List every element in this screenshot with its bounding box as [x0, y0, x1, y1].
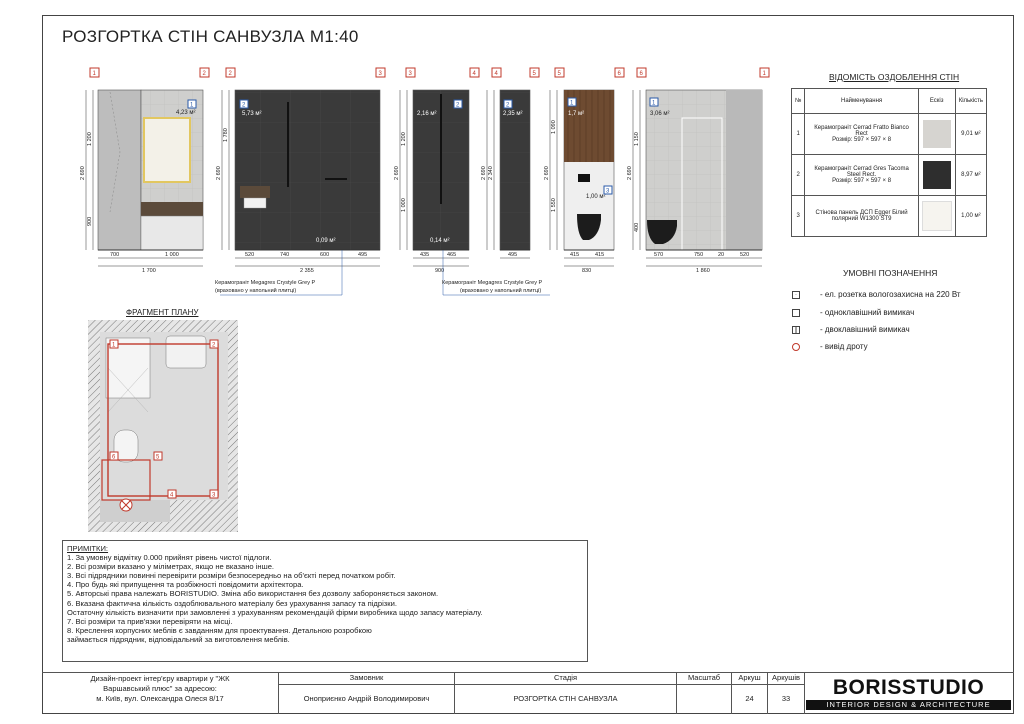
svg-text:2 690: 2 690: [627, 166, 633, 180]
scale-cell: Масштаб: [676, 672, 731, 714]
plan-fragment: [88, 320, 238, 532]
marker-1: 1: [92, 71, 96, 77]
svg-text:6: 6: [617, 71, 621, 77]
svg-text:1: 1: [570, 100, 574, 107]
svg-text:1 860: 1 860: [696, 268, 710, 274]
svg-text:4,23 м²: 4,23 м²: [176, 110, 196, 116]
table-row: 2 Керамограніт Cerrad Gres Tacoma Steel Rect. Розмір: 597 × 597 × 8 8,97 м²: [792, 155, 987, 196]
svg-text:1 000: 1 000: [401, 198, 407, 212]
note-line: 4. Про будь які припущення та розбіжності повідомити архітектора.: [67, 580, 304, 590]
svg-text:1 090: 1 090: [551, 120, 557, 134]
material-notes: [215, 250, 550, 295]
th-qty: Кількість: [955, 89, 986, 114]
svg-text:5: 5: [532, 71, 536, 77]
socket-icon: ·: [792, 291, 800, 299]
wire-outlet-icon: [792, 343, 800, 351]
note-line: 8. Креслення корпусних меблів є завданням для проектування. Детальною розробкою: [67, 625, 372, 635]
elevations-drawing: [80, 62, 780, 302]
page-title: РОЗГОРТКА СТІН САНВУЗЛА М1:40: [62, 27, 359, 46]
svg-text:520: 520: [740, 252, 750, 258]
svg-text:465: 465: [447, 252, 457, 258]
stage-cell: Стадія РОЗГОРТКА СТІН САНВУЗЛА: [454, 672, 676, 714]
svg-text:2: 2: [202, 71, 206, 77]
svg-text:2,35 м²: 2,35 м²: [503, 111, 523, 117]
svg-text:600: 600: [320, 252, 330, 258]
svg-text:(враховано у напольний плитці): (враховано у напольний плитці): [215, 288, 297, 294]
swatch-egger-white: [922, 201, 952, 231]
svg-text:570: 570: [654, 252, 664, 258]
svg-text:700: 700: [110, 252, 120, 258]
note-line: 2. Всі розміри вказано у міліметрах, якщо не вказано інше.: [67, 562, 275, 572]
svg-text:2: 2: [456, 102, 460, 109]
svg-text:2 690: 2 690: [80, 166, 86, 180]
svg-text:1: 1: [112, 342, 116, 349]
svg-text:2,16 м²: 2,16 м²: [417, 111, 437, 117]
note-line: 6. Вказана фактична кількість оздоблювального матеріалу без урахування запасу та підрізки.: [67, 598, 397, 608]
notes-box: [62, 540, 588, 662]
plan-title: ФРАГМЕНТ ПЛАНУ: [126, 308, 199, 317]
svg-text:0,09 м²: 0,09 м²: [316, 238, 336, 244]
svg-text:20: 20: [718, 252, 725, 258]
svg-text:5: 5: [557, 71, 561, 77]
svg-text:4: 4: [170, 492, 174, 499]
bottom-dimensions: [98, 252, 762, 274]
note-line: 3. Всі підрядники повинні перевірити розміри безпосередньо на об'єкті перед початком робіт.: [67, 571, 396, 581]
svg-text:3,06 м²: 3,06 м²: [650, 111, 670, 117]
svg-text:3: 3: [606, 188, 610, 195]
svg-text:2 690: 2 690: [544, 166, 550, 180]
svg-text:415: 415: [595, 252, 605, 258]
svg-text:2 690: 2 690: [216, 166, 222, 180]
svg-text:1: 1: [190, 102, 194, 109]
svg-text:1 780: 1 780: [223, 128, 229, 142]
svg-text:900: 900: [435, 268, 445, 274]
svg-text:1,7 м²: 1,7 м²: [568, 111, 585, 117]
legend-item: - одноклавішний вимикач: [792, 308, 914, 317]
svg-text:2: 2: [242, 102, 246, 109]
svg-text:2: 2: [212, 342, 216, 349]
svg-text:1,00 м²: 1,00 м²: [586, 194, 606, 200]
svg-text:6: 6: [112, 454, 116, 461]
svg-text:3: 3: [408, 71, 412, 77]
legend-item: · - ел. розетка вологозахисна на 220 Вт: [792, 290, 961, 299]
table-row: 3 Стінова панель ДСП Egger Білий полярний W1300 ST9 1,00 м²: [792, 196, 987, 237]
finish-table-title: ВІДОМІСТЬ ОЗДОБЛЕННЯ СТІН: [829, 72, 960, 82]
svg-text:3: 3: [378, 71, 382, 77]
svg-text:2 355: 2 355: [300, 268, 314, 274]
svg-text:3: 3: [212, 492, 216, 499]
svg-text:2 690: 2 690: [394, 166, 400, 180]
svg-text:2: 2: [228, 71, 232, 77]
swatch-tacoma-steel: [923, 161, 951, 189]
legend-item: - вивід дроту: [792, 342, 868, 351]
sheets-cell: Аркушів 33: [767, 672, 805, 714]
note-line: займається підрядник, відповідальний за виготовлення меблів.: [67, 634, 290, 644]
svg-text:6: 6: [639, 71, 643, 77]
single-switch-icon: [792, 309, 800, 317]
th-name: Найменування: [805, 89, 918, 114]
svg-text:1 200: 1 200: [87, 132, 93, 146]
svg-text:1 000: 1 000: [165, 252, 179, 258]
swatch-fratto-bianco: [923, 120, 951, 148]
svg-text:830: 830: [582, 268, 592, 274]
svg-text:2 690: 2 690: [481, 166, 487, 180]
svg-text:0,14 м²: 0,14 м²: [430, 238, 450, 244]
svg-text:4: 4: [494, 71, 498, 77]
svg-text:1 700: 1 700: [142, 268, 156, 274]
legend-title: УМОВНІ ПОЗНАЧЕННЯ: [843, 268, 938, 278]
svg-text:Керамограніт Megagres Crystyle: Керамограніт Megagres Crystyle Grey P: [215, 280, 316, 286]
svg-text:415: 415: [570, 252, 580, 258]
note-line: 5. Авторські права належать BORISTUDIO. Зміна або використання без дозволу забороняється законом.: [67, 589, 439, 599]
legend-item: - двоклавішний вимикач: [792, 325, 910, 334]
table-row: 1 Керамограніт Cerrad Fratto Bianco Rect Розмір: 597 × 597 × 8 9,01 м²: [792, 114, 987, 155]
note-line: Остаточну кількість визначити при замовленні з урахуванням рекомендацій фірми виробника щодо запасу матеріалу.: [67, 607, 483, 617]
svg-text:495: 495: [358, 252, 368, 258]
sheet-cell: Аркуш 24: [731, 672, 767, 714]
client-cell: Замовник Оноприєнко Андрій Володимирович: [278, 672, 454, 714]
svg-text:1: 1: [652, 100, 656, 107]
svg-text:750: 750: [694, 252, 704, 258]
svg-text:1 150: 1 150: [634, 132, 640, 146]
svg-text:4: 4: [472, 71, 476, 77]
svg-text:5,73 м²: 5,73 м²: [242, 111, 262, 117]
svg-text:2 340: 2 340: [488, 166, 494, 180]
svg-text:400: 400: [634, 222, 640, 232]
svg-text:Керамограніт Megagres Crystyle: Керамограніт Megagres Crystyle Grey P: [442, 280, 543, 286]
svg-text:495: 495: [508, 252, 518, 258]
double-switch-icon: [792, 326, 800, 334]
svg-text:900: 900: [87, 216, 93, 226]
svg-text:(враховано у напольний плитці): (враховано у напольний плитці): [460, 288, 542, 294]
svg-text:5: 5: [156, 454, 160, 461]
note-line: 1. За умовну відмітку 0.000 прийнят рівень чистої підлоги.: [67, 553, 272, 563]
th-no: №: [792, 89, 805, 114]
notes-heading: ПРИМІТКИ:: [67, 544, 109, 553]
svg-text:2: 2: [506, 102, 510, 109]
svg-text:1 550: 1 550: [551, 198, 557, 212]
elevation-markers: [90, 68, 769, 77]
th-sketch: Ескіз: [918, 89, 955, 114]
note-line: 7. Всі розміри та прив'язки перевіряти на місці.: [67, 616, 233, 626]
borisstudio-logo: BORISSTUDIO INTERIOR DESIGN & ARCHITECTURE: [806, 677, 1011, 711]
svg-text:520: 520: [245, 252, 255, 258]
finish-table: [791, 88, 987, 237]
svg-text:1: 1: [762, 71, 766, 77]
project-info: Дизайн-проект інтер'єру квартири у "ЖК Варшавський плюс" за адресою: м. Київ, вул. Олександра Олеся 8/17: [90, 674, 230, 703]
svg-text:435: 435: [420, 252, 430, 258]
svg-text:740: 740: [280, 252, 290, 258]
svg-text:1 200: 1 200: [401, 132, 407, 146]
